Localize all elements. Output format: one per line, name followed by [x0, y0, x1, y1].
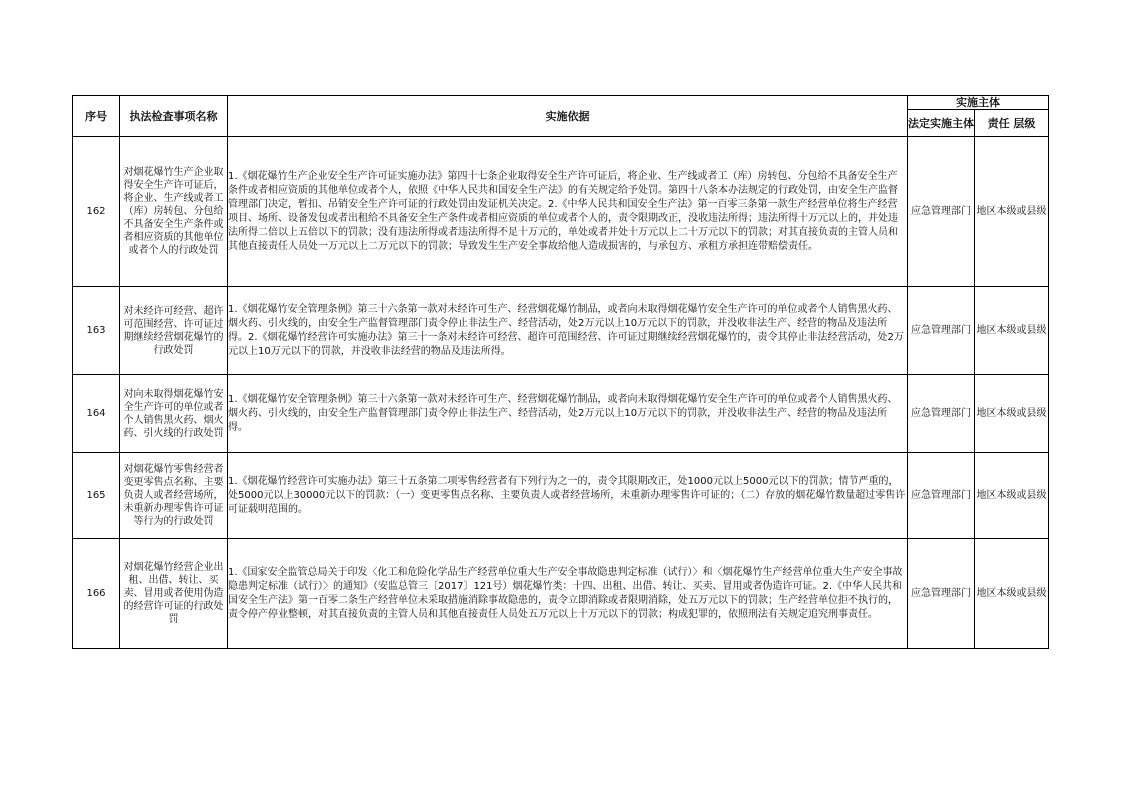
row-basis: 1.《烟花爆竹经营许可实施办法》第三十五条第二项零售经营者有下列行为之一的，责令其限期改正，处1000元以上5000元以下的罚款；情节严重的，处5000元以上30000元以下的罚款：（一）变更零售点名称、主要负责人或者经营场所，未重新办理零售许可证的；（二）存放的烟花爆竹数量超过零售许可证载明范围的。 — [228, 453, 908, 539]
header-basis: 实施依据 — [228, 96, 908, 137]
row-legal-subject: 应急管理部门 — [908, 137, 975, 287]
table-row — [73, 453, 1049, 539]
row-level: 地区本级或县级 — [975, 137, 1049, 287]
row-item-name: 对烟花爆竹生产企业取得安全生产许可证后，将企业、生产线或者工（库）房转包、分包给不具备安全生产条件或者相应资质的其他单位或者个人的行政处罚 — [120, 137, 228, 287]
enforcement-table — [72, 95, 1049, 649]
row-basis: 1.《国家安全监管总局关于印发〈化工和危险化学品生产经营单位重大生产安全事故隐患判定标准（试行）〉和〈烟花爆竹生产经营单位重大生产安全事故隐患判定标准（试行）〉的通知》（安监总管三〔2017〕121号）烟花爆竹类：十四、出租、出借、转让、买卖、冒用或者伪造许可证。2.《中华人民共和国安全生产法》第一百零二条生产经营单位未采取措施消除事故隐患的，责令立即消除或者限期消除，处五万元以下的罚款；生产经营单位拒不执行的，责令停产停业整顿，对其直接负责的主管人员和其他直接责任人员处五万元以上十万元以下的罚款；构成犯罪的，依照刑法有关规定追究刑事责任。 — [228, 539, 908, 649]
table-row — [73, 137, 1049, 287]
row-basis: 1.《烟花爆竹生产企业安全生产许可证实施办法》第四十七条企业取得安全生产许可证后，将企业、生产线或者工（库）房转包、分包给不具备安全生产条件或者相应资质的其他单位或者个人，依照《中华人民共和国安全生产法》的有关规定给予处罚。第四十八条本办法规定的行政处罚，由安全生产监督管理部门决定，暂扣、吊销安全生产许可证的行政处罚由发证机关决定。2.《中华人民共和国安全生产法》第一百零三条第一款生产经营单位将生产经营项目、场所、设备发包或者出租给不具备安全生产条件或者相应资质的单位或者个人的，责令限期改正，没收违法所得；违法所得十万元以上的，并处违法所得二倍以上五倍以下的罚款；没有违法所得或者违法所得不足十万元的，单处或者并处十万元以上二十万元以下的罚款；对其直接负责的主管人员和其他直接责任人员处一万元以上二万元以下的罚款；导致发生生产安全事故给他人造成损害的，与承包方、承租方承担连带赔偿责任。 — [228, 137, 908, 287]
header-index: 序号 — [73, 96, 120, 137]
table-row — [73, 375, 1049, 453]
row-index: 163 — [73, 287, 120, 375]
row-level: 地区本级或县级 — [975, 453, 1049, 539]
row-legal-subject: 应急管理部门 — [908, 539, 975, 649]
row-index: 166 — [73, 539, 120, 649]
row-index: 165 — [73, 453, 120, 539]
row-level: 地区本级或县级 — [975, 287, 1049, 375]
row-basis: 1.《烟花爆竹安全管理条例》第三十六条第一款对未经许可生产、经营烟花爆竹制品，或者向未取得烟花爆竹安全生产许可的单位或者个人销售黑火药、烟火药、引火线的，由安全生产监督管理部门责令停止非法生产、经营活动，处2万元以上10万元以下的罚款，并没收非法生产、经营的物品及违法所得。 — [228, 375, 908, 453]
header-legal-subject: 法定实施主体 — [908, 110, 975, 137]
row-level: 地区本级或县级 — [975, 539, 1049, 649]
row-basis: 1.《烟花爆竹安全管理条例》第三十六条第一款对未经许可生产、经营烟花爆竹制品，或者向未取得烟花爆竹安全生产许可的单位或者个人销售黑火药、烟火药、引火线的，由安全生产监督管理部门责令停止非法生产、经营活动，处2万元以上10万元以下的罚款，并没收非法生产、经营的物品及违法所得。2.《烟花爆竹经营许可实施办法》第三十一条对未经许可经营、超许可范围经营、许可证过期继续经营烟花爆竹的，责令其停止非法经营活动，处2万元以上10万元以下的罚款，并没收非法经营的物品及违法所得。 — [228, 287, 908, 375]
row-index: 164 — [73, 375, 120, 453]
row-item-name: 对烟花爆竹零售经营者变更零售点名称、主要负责人或者经营场所，未重新办理零售许可证等行为的行政处罚 — [120, 453, 228, 539]
row-legal-subject: 应急管理部门 — [908, 375, 975, 453]
row-legal-subject: 应急管理部门 — [908, 453, 975, 539]
header-level: 责任 层级 — [975, 110, 1049, 137]
table-row — [73, 287, 1049, 375]
table-row — [73, 539, 1049, 649]
row-item-name: 对向未取得烟花爆竹安全生产许可的单位或者个人销售黑火药、烟火药、引火线的行政处罚 — [120, 375, 228, 453]
row-item-name: 对烟花爆竹经营企业出租、出借、转让、买卖、冒用或者使用伪造的经营许可证的行政处罚 — [120, 539, 228, 649]
row-legal-subject: 应急管理部门 — [908, 287, 975, 375]
header-subject: 实施主体 — [908, 96, 1049, 110]
row-index: 162 — [73, 137, 120, 287]
row-item-name: 对未经许可经营、超许可范围经营、许可证过期继续经营烟花爆竹的行政处罚 — [120, 287, 228, 375]
row-level: 地区本级或县级 — [975, 375, 1049, 453]
header-item-name: 执法检查事项名称 — [120, 96, 228, 137]
